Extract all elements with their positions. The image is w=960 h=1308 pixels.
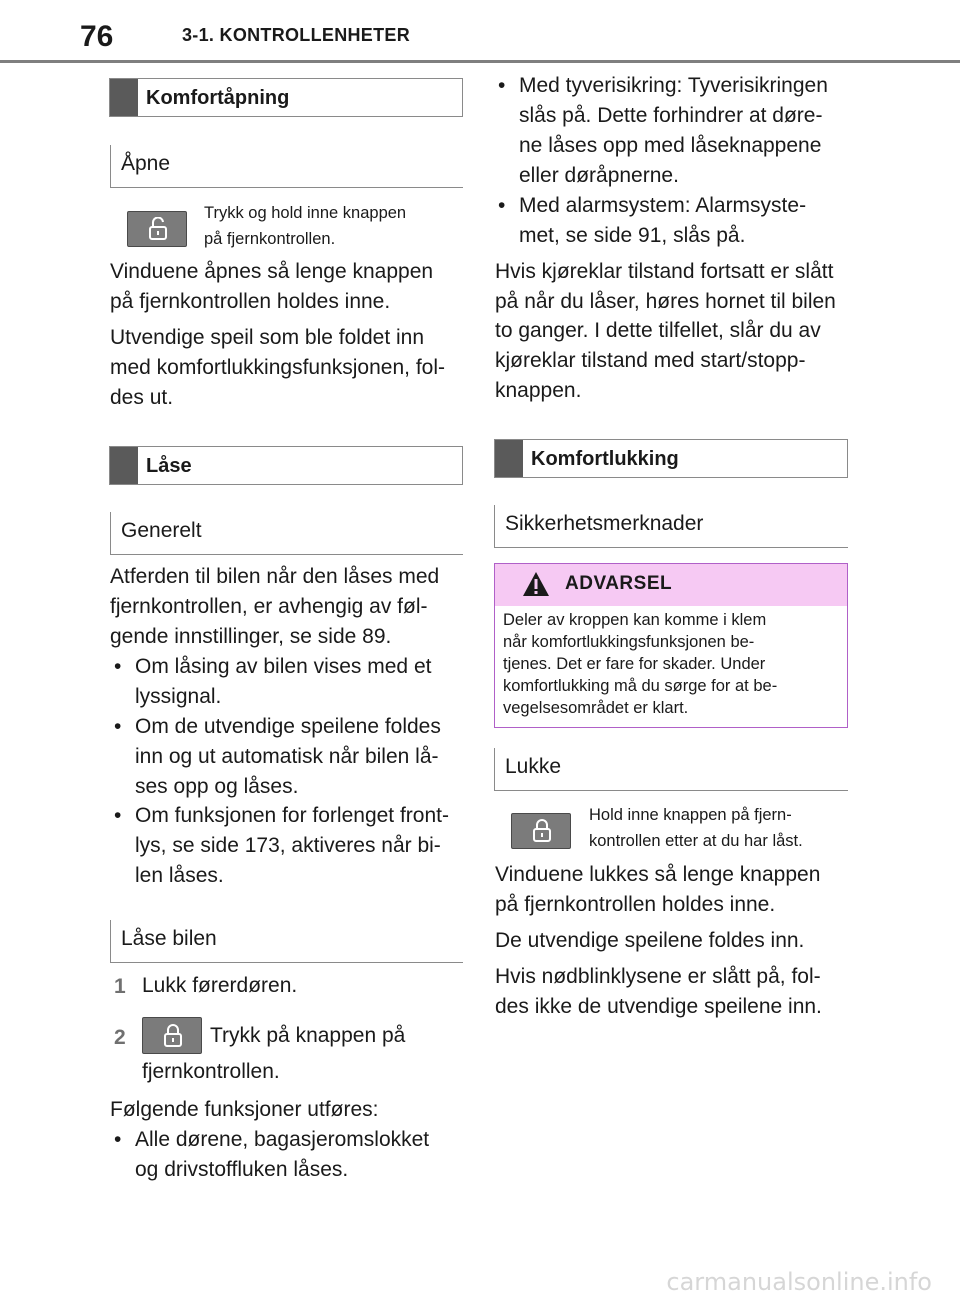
bullet-text-continued: len låses. (135, 864, 224, 887)
step-number: 2 (114, 1026, 126, 1049)
paragraph-line: Hvis nødblinklysene er slått på, fol- (495, 965, 821, 988)
subsection-generelt (110, 512, 463, 555)
section-header-komfortlukking (494, 439, 848, 478)
bullet-text-continued: eller døråpnerne. (519, 164, 679, 187)
bullet-icon: • (114, 804, 122, 827)
unlock-caption-line-1: Trykk og hold inne knappen (204, 204, 407, 222)
section-title: Komfortåpning (146, 87, 290, 109)
bullet-icon: • (498, 194, 506, 217)
section-header-bar (495, 440, 523, 477)
lock-caption-line-1: Hold inne knappen på fjern- (589, 806, 792, 824)
section-header-bar (110, 447, 138, 484)
warning-line: tjenes. Det er fare for skader. Under (503, 655, 766, 673)
paragraph-line: De utvendige speilene foldes inn. (495, 929, 805, 952)
warning-box (494, 563, 848, 728)
paragraph-line: Vinduene lukkes så lenge knappen (495, 863, 821, 886)
bullet-text-continued: lyssignal. (135, 685, 222, 708)
bullet-text: Om funksjonen for forlenget front- (135, 804, 449, 827)
bullet-icon: • (114, 715, 122, 738)
bullet-text-continued: inn og ut automatisk når bilen lå- (135, 745, 439, 768)
remote-unlock-button-image (127, 211, 187, 247)
section-header-lase (109, 446, 463, 485)
paragraph-line: to ganger. I dette tilfellet, slår du av (495, 319, 821, 342)
unlock-icon (144, 217, 170, 241)
bullet-text-continued: slås på. Dette forhindrer at døre- (519, 104, 823, 127)
warning-line: når komfortlukkingsfunksjonen be- (503, 633, 755, 651)
remote-lock-button-image (142, 1017, 202, 1054)
paragraph-line: Atferden til bilen når den låses med (110, 565, 440, 588)
watermark: carmanualsonline.info (666, 1268, 932, 1296)
bullet-text-continued: ses opp og låses. (135, 775, 299, 798)
paragraph-line: på fjernkontrollen holdes inne. (110, 290, 391, 313)
warning-triangle-icon (522, 571, 550, 597)
section-title: Komfortlukking (531, 448, 679, 470)
paragraph-line: des ut. (110, 386, 174, 409)
lock-icon (528, 819, 554, 843)
warning-line: vegelsesområdet er klart. (503, 699, 689, 717)
bullet-text: Med tyverisikring: Tyverisikringen (519, 74, 828, 97)
bullet-text: Om de utvendige speilene foldes (135, 715, 441, 738)
lock-icon (159, 1024, 185, 1048)
warning-title: ADVARSEL (565, 573, 673, 594)
subsection-title: Sikkerhetsmerknader (505, 512, 704, 535)
paragraph-line: på når du låser, høres hornet til bilen (495, 290, 836, 313)
warning-line: Deler av kroppen kan komme i klem (503, 611, 767, 629)
subsection-title: Generelt (121, 519, 202, 542)
bullet-icon: • (114, 1128, 122, 1151)
page-number: 76 (80, 20, 114, 53)
paragraph-line: Utvendige speil som ble foldet inn (110, 326, 425, 349)
paragraph-line: på fjernkontrollen holdes inne. (495, 893, 776, 916)
paragraph-line: Vinduene åpnes så lenge knappen (110, 260, 434, 283)
paragraph-line: Følgende funksjoner utføres: (110, 1098, 379, 1121)
bullet-text-continued: og drivstoffluken låses. (135, 1158, 349, 1181)
chapter-title: 3-1. KONTROLLENHETER (182, 25, 411, 45)
warning-text (503, 609, 833, 719)
paragraph-line: gende innstillinger, se side 89. (110, 625, 392, 648)
section-title: Låse (146, 455, 192, 477)
bullet-icon: • (498, 74, 506, 97)
section-header-bar (110, 79, 138, 116)
paragraph-line: kjøreklar tilstand med start/stopp- (495, 349, 806, 372)
subsection-title: Låse bilen (121, 927, 217, 950)
subsection-title: Åpne (121, 152, 171, 175)
subsection-sikkerhetsmerknader (494, 505, 848, 548)
step-number: 1 (114, 975, 126, 998)
paragraph-line: knappen. (495, 379, 582, 402)
bullet-text-continued: ne låses opp med låseknappene (519, 134, 822, 157)
warning-header (495, 564, 847, 606)
step-text: Trykk på knappen på (210, 1024, 406, 1047)
header-divider (0, 60, 960, 63)
bullet-text-continued: met, se side 91, slås på. (519, 224, 746, 247)
subsection-lukke (494, 748, 848, 791)
step-text-continued: fjernkontrollen. (142, 1060, 280, 1083)
paragraph-line: fjernkontrollen, er avhengig av føl- (110, 595, 428, 618)
step-text: Lukk førerdøren. (142, 974, 298, 997)
section-header-komfortapning (109, 78, 463, 117)
remote-lock-button-image (511, 813, 571, 849)
paragraph-line: Hvis kjøreklar tilstand fortsatt er slått (495, 260, 834, 283)
paragraph-line: des ikke de utvendige speilene inn. (495, 995, 822, 1018)
bullet-text-continued: lys, se side 173, aktiveres når bi- (135, 834, 441, 857)
lock-caption-line-2: kontrollen etter at du har låst. (589, 832, 803, 850)
subsection-apne (110, 145, 463, 188)
bullet-text: Om låsing av bilen vises med et (135, 655, 432, 678)
paragraph-line: med komfortlukkingsfunksjonen, fol- (110, 356, 445, 379)
unlock-caption-line-2: på fjernkontrollen. (204, 230, 336, 248)
bullet-text: Med alarmsystem: Alarmsyste- (519, 194, 807, 217)
bullet-text: Alle dørene, bagasjeromslokket (135, 1128, 430, 1151)
subsection-title: Lukke (505, 755, 562, 778)
subsection-lase-bilen (110, 920, 463, 963)
warning-line: komfortlukking må du sørge for at be- (503, 677, 778, 695)
bullet-icon: • (114, 655, 122, 678)
